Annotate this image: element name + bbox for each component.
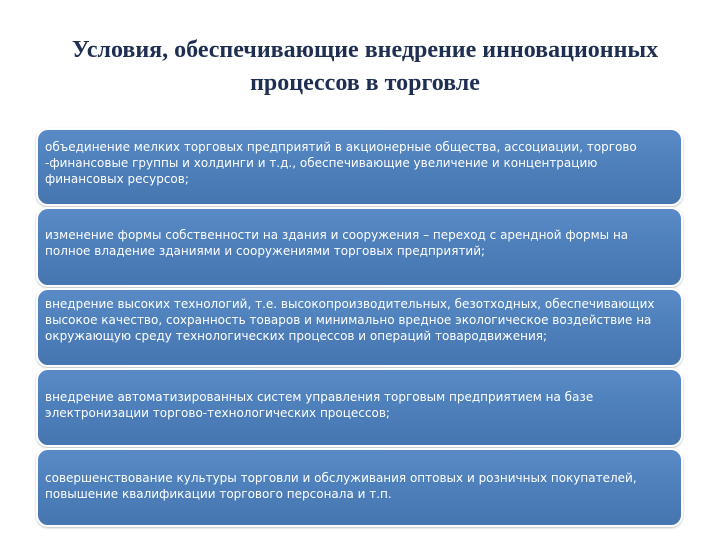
conditions-list bbox=[36, 128, 683, 528]
list-item: объединение мелких торговых предприятий в акционерные общества, ассоциации, торгово -финансовые группы и холдинги и т.д., обеспечивающие увеличение и концентрацию финансовых ресурсов; bbox=[36, 128, 683, 206]
list-item: внедрение высоких технологий, т.е. высокопроизводительных, безотходных, обеспечивающих высокое качество, сохранность товаров и минимально вредное экологическое воздействие на окружающую среду технологических процессов и операций товародвижения; bbox=[36, 288, 683, 367]
list-item: внедрение автоматизированных систем управления торговым предприятием на базе электронизации торгово-технологических процессов; bbox=[36, 368, 683, 447]
slide-title: Условия, обеспечивающие внедрение инновационных процессов в торговле bbox=[71, 37, 659, 96]
list-item: совершенствование культуры торговли и обслуживания оптовых и розничных покупателей, повышение квалификации торгового персонала и т.п. bbox=[36, 448, 683, 527]
list-item: изменение формы собственности на здания и сооружения – переход с арендной формы на полное владение зданиями и сооружениями торговых предприятий; bbox=[36, 207, 683, 287]
